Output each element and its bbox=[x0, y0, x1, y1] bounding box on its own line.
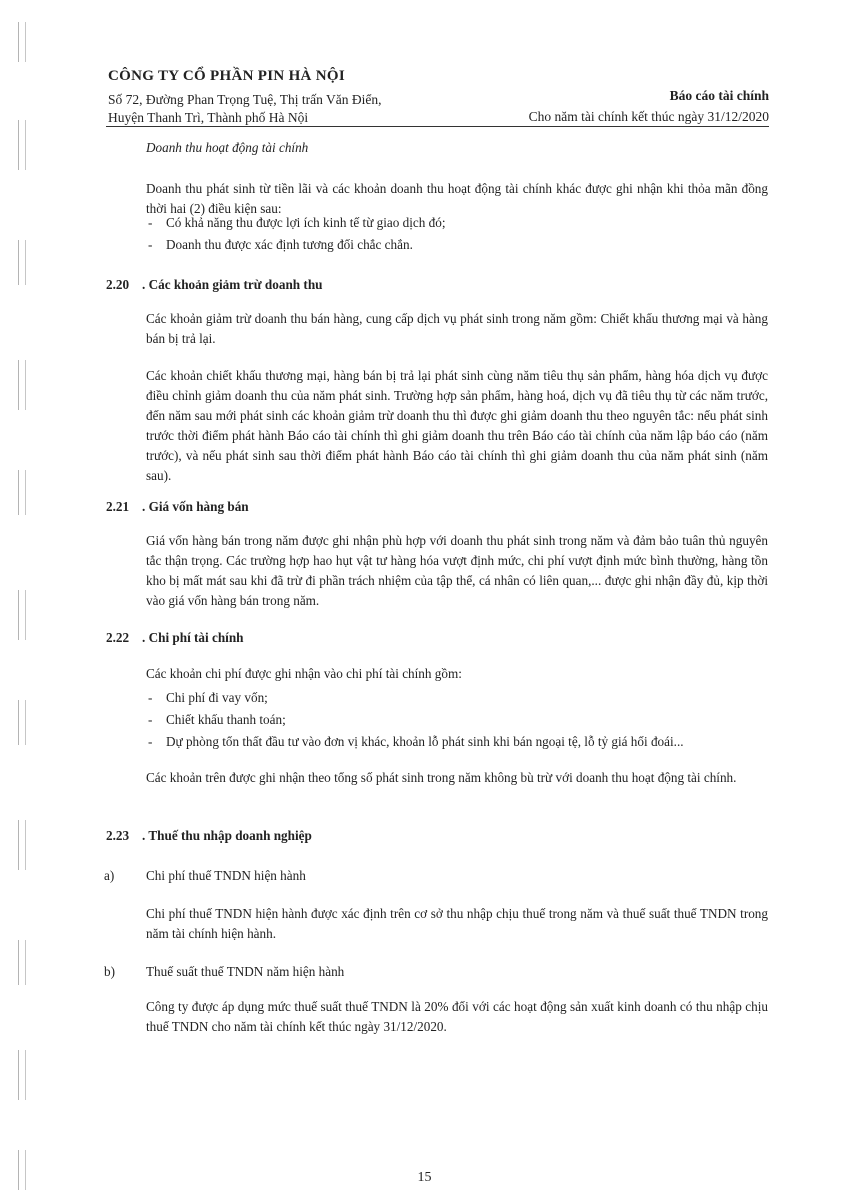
binder-mark bbox=[18, 940, 26, 985]
section-2-21-p1: Giá vốn hàng bán trong năm được ghi nhận phù hợp với doanh thu phát sinh trong năm và đảm bảo tuân thủ nguyên tắc thận trọng. Các trường hợp hao hụt vật tư hàng hóa vượt định mức, chi phí vượt định mức bình thường, hàng tồn kho bị mất mát sau khi đã trừ đi phần trách nhiệm của tập thể, cá nhân có liên quan,... được ghi nhận đầy đủ, kịp thời vào giá vốn hàng bán trong năm. bbox=[146, 533, 768, 608]
company-address-line2: Huyện Thanh Trì, Thành phố Hà Nội bbox=[108, 110, 309, 125]
report-title: Báo cáo tài chính bbox=[669, 88, 769, 103]
section-2-21-heading: 2.21 . Giá vốn hàng bán bbox=[106, 499, 249, 514]
section-2-20-p2: Các khoản chiết khấu thương mại, hàng bán bị trả lại phát sinh cùng năm tiêu thụ sản phẩm, hàng hóa dịch vụ được điều chỉnh giảm doanh thu của năm phát sinh. Trường hợp sản phẩm, hàng hoá, dịch vụ đã tiêu thụ từ các năm trước, đến năm sau mới phát sinh các khoản giảm trừ doanh thu thì được ghi giảm doanh thu theo nguyên tắc: nếu phát sinh trước thời điểm phát hành Báo cáo tài chính thì ghi giảm doanh thu trên Báo cáo tài chính của năm lập báo cáo (năm trước), và nếu phát sinh sau thời điểm phát hành Báo cáo tài chính thì ghi giảm doanh thu của năm phát sinh (năm sau). bbox=[146, 368, 768, 483]
fin-income-title: Doanh thu hoạt động tài chính bbox=[146, 140, 309, 155]
subsection-label-b: b) bbox=[104, 964, 115, 979]
subsection-label-a: a) bbox=[104, 868, 115, 883]
binder-mark bbox=[18, 240, 26, 285]
report-period: Cho năm tài chính kết thúc ngày 31/12/2020 bbox=[528, 109, 769, 124]
section-2-22-intro: Các khoản chi phí được ghi nhận vào chi phí tài chính gồm: bbox=[146, 666, 462, 681]
company-address-line1: Số 72, Đường Phan Trọng Tuệ, Thị trấn Văn Điển, bbox=[108, 92, 382, 107]
binder-mark bbox=[18, 590, 26, 640]
list-item: - Doanh thu được xác định tương đối chắc chắn. bbox=[148, 237, 413, 252]
subsection-b-title: Thuế suất thuế TNDN năm hiện hành bbox=[146, 964, 345, 979]
subsection-b-text: Công ty được áp dụng mức thuế suất thuế TNDN là 20% đối với các hoạt động sản xuất kinh doanh có thu nhập chịu thuế TNDN cho năm tài chính kết thúc ngày 31/12/2020. bbox=[146, 999, 768, 1034]
binder-mark bbox=[18, 700, 26, 745]
binder-mark bbox=[18, 360, 26, 410]
list-item: - Dự phòng tổn thất đầu tư vào đơn vị khác, khoản lỗ phát sinh khi bán ngoại tệ, lỗ tỷ giá hối đoái... bbox=[148, 734, 684, 749]
fin-income-text: Doanh thu phát sinh từ tiền lãi và các khoản doanh thu hoạt động tài chính khác được ghi nhận khi thỏa mãn đồng thời hai (2) điều kiện sau: bbox=[146, 181, 768, 216]
section-2-22-p2: Các khoản trên được ghi nhận theo tổng số phát sinh trong năm không bù trừ với doanh thu hoạt động tài chính. bbox=[146, 770, 737, 785]
section-2-20-p1: Các khoản giảm trừ doanh thu bán hàng, cung cấp dịch vụ phát sinh trong năm gồm: Chiết khấu thương mại và hàng bán bị trả lại. bbox=[146, 311, 768, 346]
section-2-22-heading: 2.22 . Chi phí tài chính bbox=[106, 630, 244, 645]
binder-mark bbox=[18, 470, 26, 515]
section-2-23-heading: 2.23 . Thuế thu nhập doanh nghiệp bbox=[106, 828, 312, 843]
subsection-a-text: Chi phí thuế TNDN hiện hành được xác định trên cơ sở thu nhập chịu thuế trong năm và thuế suất thuế TNDN trong năm tài chính hiện hành. bbox=[146, 906, 768, 941]
header-divider bbox=[106, 126, 769, 127]
subsection-a-title: Chi phí thuế TNDN hiện hành bbox=[146, 868, 306, 883]
page-number: 15 bbox=[417, 1170, 432, 1185]
binder-mark bbox=[18, 22, 26, 62]
list-item: - Có khả năng thu được lợi ích kinh tế từ giao dịch đó; bbox=[148, 215, 446, 230]
binder-mark bbox=[18, 820, 26, 870]
binder-mark bbox=[18, 120, 26, 170]
section-2-20-heading: 2.20 . Các khoản giảm trừ doanh thu bbox=[106, 277, 323, 292]
company-name: CÔNG TY CỔ PHẦN PIN HÀ NỘI bbox=[108, 68, 345, 84]
binder-mark bbox=[18, 1050, 26, 1100]
list-item: - Chiết khấu thanh toán; bbox=[148, 712, 286, 727]
list-item: - Chi phí đi vay vốn; bbox=[148, 690, 268, 705]
